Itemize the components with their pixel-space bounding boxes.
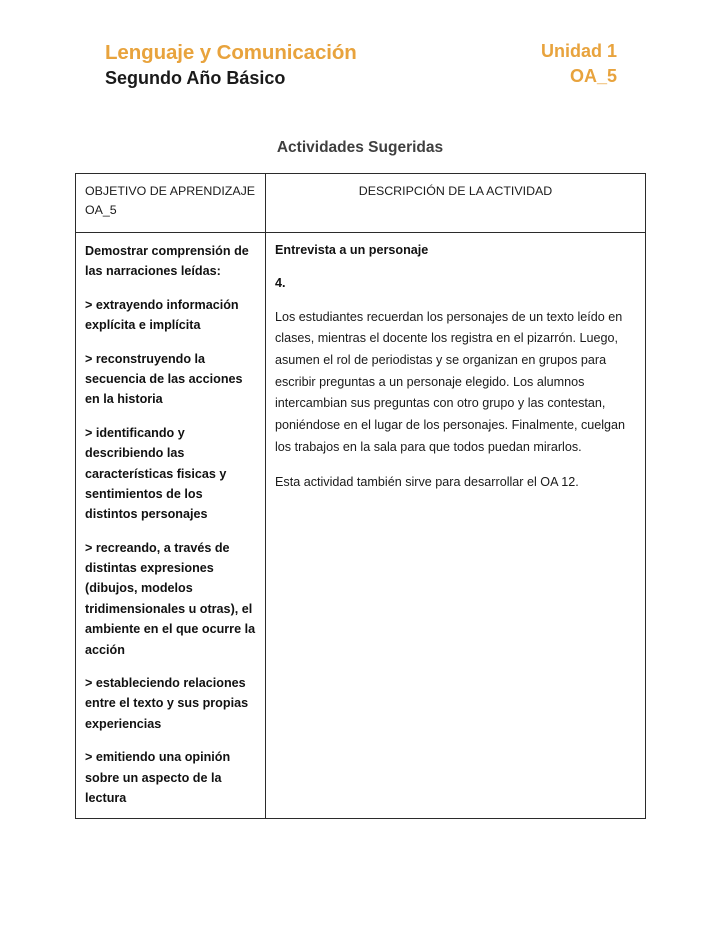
table-row (76, 233, 646, 819)
grade-title: Segundo Año Básico (105, 68, 286, 89)
objective-item: > recreando, a través de distintas expresiones (dibujos, modelos tridimensionales u otras), el ambiente en el que ocurre la acción (85, 540, 256, 657)
column-header-description: DESCRIPCIÓN DE LA ACTIVIDAD (266, 174, 646, 233)
header-right-block (541, 40, 617, 89)
unit-label: Unidad 1 (540, 41, 617, 61)
objective-item: > estableciendo relaciones entre el texto y sus propias experiencias (85, 676, 249, 731)
description-cell (266, 233, 646, 819)
header-left-block (105, 40, 357, 91)
subject-title: Lenguaje y Comunicación (105, 41, 357, 64)
column-header-objective: OBJETIVO DE APRENDIZAJE OA_5 (76, 174, 266, 233)
table-header-row (76, 174, 646, 233)
objective-item: > emitiendo una opinión sobre un aspecto de la lectura (85, 750, 231, 805)
objective-lead-text: Demostrar comprensión de las narraciones leídas: (85, 244, 249, 279)
page-title: Actividades Sugeridas (276, 139, 444, 156)
activity-paragraph: Los estudiantes recuerdan los personajes de un texto leído en clases, mientras el docente los registra en el pizarrón. Luego, asumen el rol de periodistas y se organizan en grupos para escribir preguntas a un personaje elegido. Los alumnos intercambian sus preguntas con otro grupo y las contestan, poniéndose en el lugar de los personajes. Finalmente, cuelgan los trabajos en la sala para que todos puedan mirarlos. (275, 309, 626, 454)
document-header (105, 40, 617, 91)
objective-item: > reconstruyendo la secuencia de las acciones en la historia (85, 351, 243, 407)
objective-item: > extrayendo información explícita e implícita (85, 297, 239, 333)
objective-item: > identificando y describiendo las características fisicas y sentimientos de los distintos personajes (85, 425, 227, 522)
objective-cell (76, 233, 266, 819)
activities-table (75, 173, 646, 819)
activity-number: 4. (275, 275, 286, 290)
oa-code-label: OA_5 (569, 66, 617, 87)
activity-paragraph: Esta actividad también sirve para desarrollar el OA 12. (275, 475, 579, 490)
activity-heading: Entrevista a un personaje (275, 243, 429, 257)
